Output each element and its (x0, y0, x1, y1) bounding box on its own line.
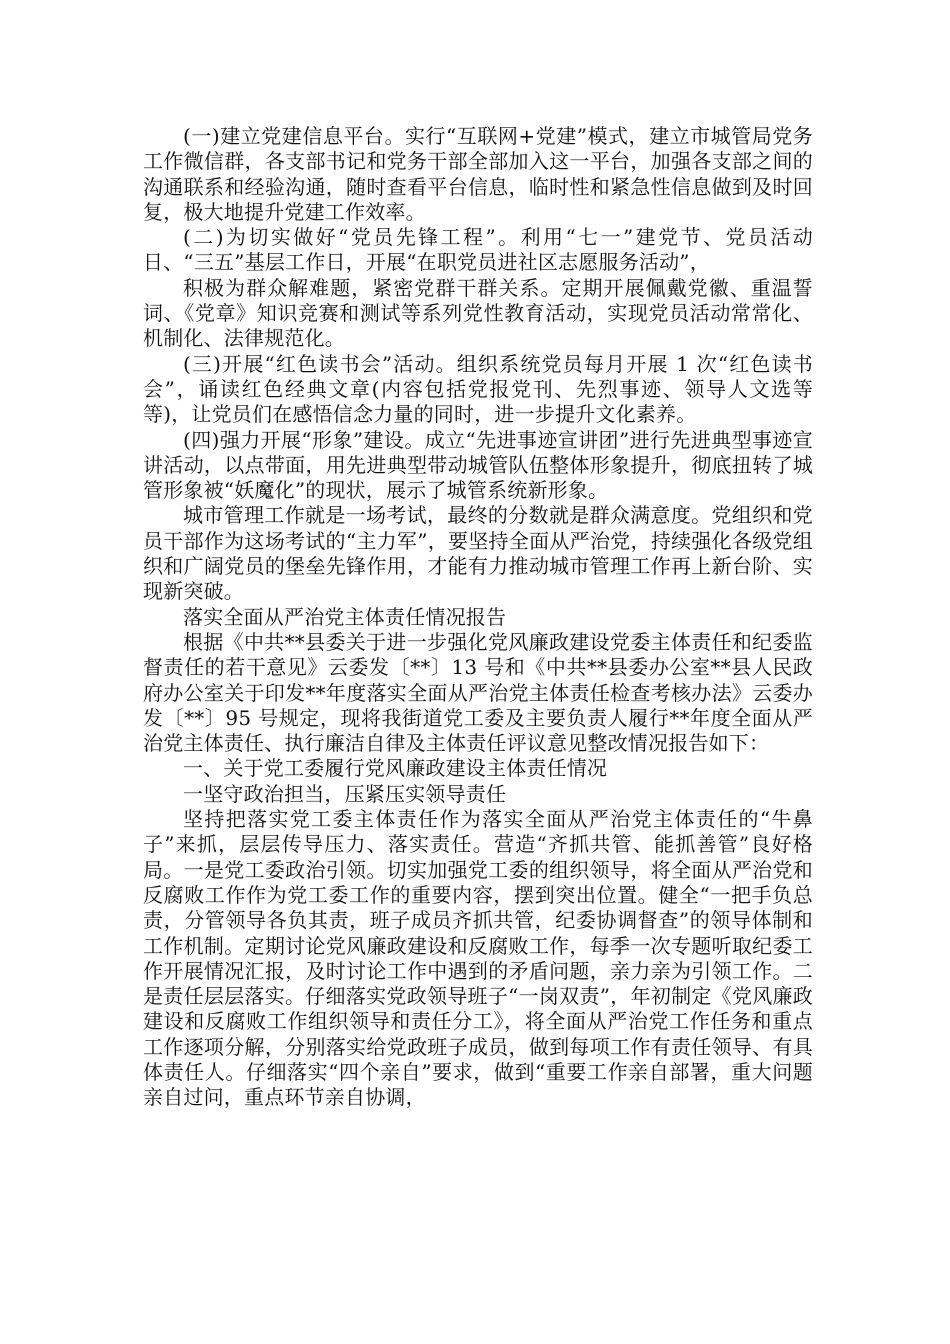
paragraph-leadership-responsibility: 坚持把落实党工委主体责任作为落实全面从严治党主体责任的“牛鼻子”来抓，层层传导压力、落实责任。营造“齐抓共管、能抓善管”良好格局。一是党工委政治引领。切实加强党工委的组织领导，将全面从严治党和反腐败工作作为党工委工作的重要内容，摆到突出位置。健全“一把手负总责，分管领导各负其责，班子成员齐抓共管，纪委协调督查”的领导体制和工作机制。定期讨论党风廉政建设和反腐败工作，每季一次专题听取纪委工作开展情况汇报，及时讨论工作中遇到的矛盾问题，亲力亲为引领工作。二是责任层层落实。仔细落实党政领导班子“一岗双责”，年初制定《党风廉政建设和反腐败工作组织领导和责任分工》，将全面从严治党工作任务和重点工作逐项分解，分别落实给党政班子成员，做到每项工作有责任领导、有具体责任人。仔细落实“四个亲自”要求，做到“重要工作亲自部署，重大问题亲自过问，重点环节亲自协调， (143, 807, 813, 1110)
report-title: 落实全面从严治党主体责任情况报告 (183, 604, 507, 629)
paragraph-urban-management-exam: 城市管理工作就是一场考试，最终的分数就是群众满意度。党组织和党员干部作为这场考试的“主力军”，要坚持全面从严治党，持续强化各级党组织和广阔党员的堡垒先锋作用，才能有力推动城市管理工作再上新台阶、实现新突破。 (143, 503, 813, 604)
document-body (143, 124, 813, 1111)
section-heading-1: 一、关于党工委履行党风廉政建设主体责任情况 (183, 756, 608, 781)
paragraph-red-reading-club: (三)开展“红色读书会”活动。组织系统党员每月开展 1 次“红色读书会”，诵读红色经典文章(内容包括党报党刊、先烈事迹、领导人文选等等)，让党员们在感悟信念力量的同时，进一步提升文化素养。 (143, 351, 813, 427)
paragraph-solve-problems: 积极为群众解难题，紧密党群干群关系。定期开展佩戴党徽、重温誓词、《党章》知识竞赛和测试等系列党性教育活动，实现党员活动常常化、机制化、法律规范化。 (143, 275, 813, 351)
paragraph-party-info-platform: (一)建立党建信息平台。实行“互联网+党建”模式，建立市城管局党务工作微信群，各支部书记和党务干部全部加入这一平台，加强各支部之间的沟通联系和经验沟通，随时查看平台信息，临时性和紧急性信息做到及时回复，极大地提升党建工作效率。 (143, 124, 813, 224)
paragraph-report-basis: 根据《中共**县委关于进一步强化党风廉政建设党委主体责任和纪委监督责任的若干意见》云委发〔**〕13 号和《中共**县委办公室**县人民政府办公室关于印发**年度落实全面从严治党主体责任检查考核办法》云委办发〔**〕95 号规定，现将我街道党工委及主要负责人履行**年度全面从严治党主体责任、执行廉洁自律及主体责任评议意见整改情况报告如下： (143, 629, 813, 756)
paragraph-party-pioneer-project: (二)为切实做好“党员先锋工程”。利用“七一”建党节、党员活动日、“三五”基层工作日，开展“在职党员进社区志愿服务活动”， (143, 225, 813, 275)
paragraph-image-building: (四)强力开展“形象”建设。成立“先进事迹宣讲团”进行先进典型事迹宣讲活动，以点带面，用先进典型带动城管队伍整体形象提升，彻底扭转了城管形象被“妖魔化”的现状，展示了城管系统新形象。 (143, 427, 813, 503)
subsection-heading-1: 一坚守政治担当，压紧压实领导责任 (183, 781, 507, 806)
